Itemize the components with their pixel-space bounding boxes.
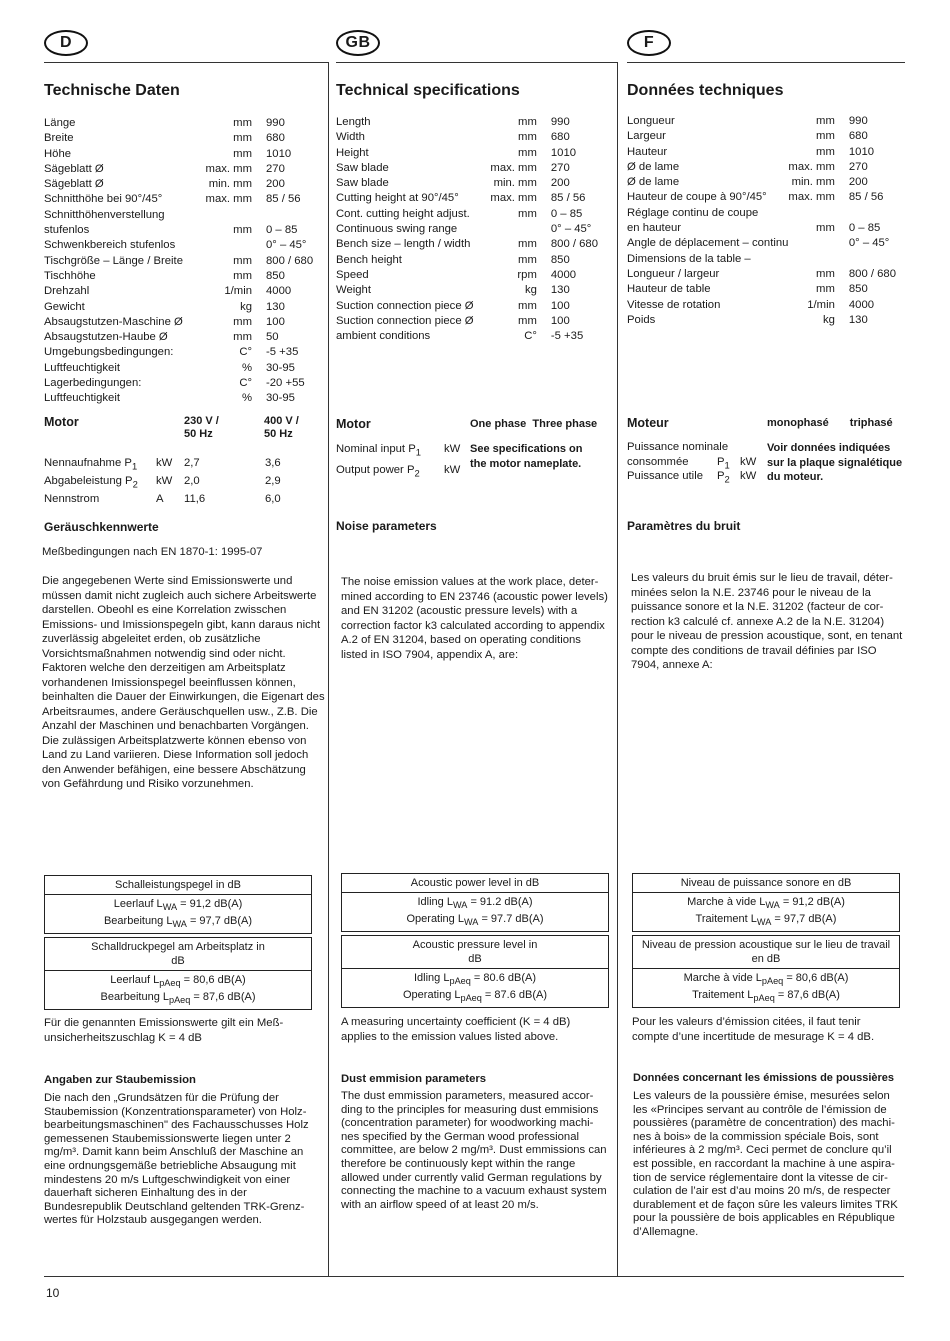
spec-unit (194, 238, 266, 253)
spec-label: Länge (44, 117, 76, 129)
spec-label: Speed (336, 268, 369, 281)
spec-label: Breite (44, 132, 74, 145)
spec-unit: 1/min (807, 298, 835, 311)
spec-row (44, 361, 314, 376)
spec-label: Poids (627, 313, 656, 326)
sound-pressure-idle-gb: Idling $L_{pAeq} = 80.6$ dB(A) (414, 972, 536, 987)
sound-pressure-box-de (44, 937, 312, 1010)
spec-unit: min. mm (791, 176, 835, 189)
spec-value: 680 (550, 131, 570, 144)
spec-unit: mm (518, 116, 537, 128)
spec-label: Weight (336, 284, 371, 297)
motor-col1-fr: monophasé (767, 417, 829, 429)
spec-row (44, 284, 314, 299)
spec-label: Longueur (627, 115, 675, 127)
sound-power-box-gb (341, 873, 609, 932)
sound-power-idle-de: Leerlauf $L_{WA} = 91,2$ dB(A) (113, 898, 243, 913)
spec-label: Gewicht (44, 300, 85, 313)
sound-power-box-fr (632, 873, 900, 932)
spec-value: 100 (550, 299, 570, 312)
page-number: 10 (46, 1286, 60, 1300)
motor-col1-gb: One phase (470, 418, 527, 430)
dust-text-de: Die nach den „Grundsätzen für die Prüfung der Staubemission (Konzentrationsparameter) von Holz-bearbeitungsmaschinen" des Fachausschusses Holz gemessenen Staubemissionswerte liegen unter 2 mg/m³. Damit kann beim Anschluß der Maschine an eine ordnungsgemäße betriebliche Absaugung mit mindestens 20 m/s Luftgeschwindigkeit von einer dauerhaft sicheren Einhaltung des in der Bundesrepublik Deutschland geltenden TRK-Grenz-wertes für Holzstaub ausgegangen werden. (44, 1092, 309, 1227)
spec-table-de (44, 116, 314, 407)
spec-label: Bench size – length / width (336, 238, 471, 251)
spec-row (627, 160, 896, 175)
spec-value: 30-95 (266, 392, 295, 405)
spec-row (336, 191, 598, 206)
spec-value: -20 +55 (266, 377, 305, 390)
sound-power-head-fr: Niveau de puissance sonore en dB (633, 874, 899, 893)
section-title-fr: Données techniques (627, 82, 784, 99)
motor-col1-de: 230 V / (184, 415, 219, 427)
spec-unit: max. mm (490, 161, 537, 174)
spec-label: Schnitthöhe bei 90°/45° (44, 193, 163, 206)
spec-unit: % (241, 392, 252, 405)
sound-power-head-gb: Acoustic power level in dB (342, 874, 608, 893)
sound-power-operating-fr: Traitement $L_{WA} = 97,7$ dB(A) (695, 913, 837, 928)
spec-value: 4000 (550, 268, 577, 281)
spec-unit: mm (233, 269, 252, 282)
spec-unit: mm (518, 207, 537, 220)
column-divider-1 (328, 62, 329, 1277)
spec-row (627, 175, 896, 190)
spec-row (44, 223, 314, 238)
spec-label: Longueur / largeur (627, 267, 720, 280)
spec-unit: mm (233, 254, 252, 267)
spec-unit: rpm (517, 268, 537, 281)
spec-row (627, 252, 896, 267)
uncertainty-fr: Pour les valeurs d’émission citées, il faut tenir compte d’une incertitude de mesurage K = 4 dB. (632, 1016, 875, 1043)
spec-row (44, 147, 314, 162)
spec-unit: max. mm (788, 160, 835, 173)
spec-label: Hauteur (627, 145, 668, 158)
top-rule-left (44, 62, 328, 63)
spec-label: Hauteur de table (627, 283, 711, 296)
spec-row (44, 208, 314, 223)
spec-value: 0° – 45° (550, 223, 592, 236)
motor-title-de: Motor (44, 415, 79, 429)
motor-header-fr (767, 417, 893, 429)
spec-value (849, 252, 896, 267)
spec-unit (788, 236, 848, 251)
spec-row (627, 114, 896, 129)
sound-power-operating-gb: Operating $L_{WA} = 97.7$ dB(A) (406, 913, 544, 928)
spec-unit: max. mm (788, 191, 835, 204)
motor-rows-de (44, 454, 320, 508)
spec-row (44, 391, 314, 406)
sound-pressure-box-gb (341, 935, 609, 1008)
spec-value: 1010 (550, 146, 577, 159)
spec-unit: % (241, 361, 252, 374)
spec-value: 0° – 45° (848, 237, 890, 250)
dust-text-gb: The dust emmission parameters, measured accor-ding to the principles for measuring dust emmisions (concentration parameter) for woodworking machi-nes specified by the German wood professional committee, are below 2 mg/m³. Dust emmissions can therefore be continuously kept within the range allowed under currently valid German regulations by connecting the machine to a vacuum exhaust system with an airflow speed of at least 20 m/s. (341, 1090, 607, 1211)
spec-label: Absaugstutzen-Maschine Ø (44, 315, 183, 328)
noise-title-gb: Noise parameters (336, 519, 437, 533)
spec-unit (484, 222, 551, 237)
spec-row (44, 192, 314, 207)
spec-value: 0 – 85 (550, 207, 583, 220)
spec-value: 1010 (848, 145, 875, 158)
spec-value: 200 (848, 176, 868, 189)
motor-row-unit: A (156, 493, 164, 505)
spec-row (627, 298, 896, 313)
spec-row (44, 116, 314, 131)
spec-label: Ø de lame (627, 176, 680, 189)
spec-unit: C° (524, 330, 537, 343)
spec-table-gb (336, 115, 598, 344)
spec-row (627, 129, 896, 144)
motor-header-gb (470, 418, 597, 430)
spec-value: 270 (266, 162, 285, 175)
spec-value: -5 +35 (550, 330, 584, 343)
top-rule-mid (336, 62, 617, 63)
spec-row (336, 161, 598, 176)
spec-unit: mm (816, 283, 835, 296)
spec-label: Height (336, 146, 369, 159)
noise-text-fr: Les valeurs du bruit émis sur le lieu de travail, déter-minées selon la N.E. 23746 pour le niveau de la puissance sonore et la N.E. 31202 (facteur de cor-rection k3 calculé cf. annexe A.2 de la N.E. 31204) pour le niveau de pression acoustique, sont, en tenant compte des conditions de travail définies par ISO 7904, annexe A: (631, 572, 903, 671)
spec-row (336, 146, 598, 161)
spec-row (336, 283, 598, 298)
spec-row (336, 222, 598, 237)
spec-value: 130 (848, 313, 868, 326)
spec-value: 0° – 45° (266, 239, 307, 252)
spec-unit: mm (518, 299, 537, 312)
spec-unit: kg (524, 284, 537, 297)
sound-pressure-operating-fr: Traitement $L_{pAeq} = 87,6$ dB(A) (692, 989, 840, 1004)
motor-note-gb: See specifications on the motor nameplate. (470, 443, 583, 470)
dust-title-gb: Dust emmision parameters (341, 1073, 487, 1085)
spec-row (336, 253, 598, 268)
motor-col2-gb: Three phase (532, 418, 598, 430)
spec-row (336, 207, 598, 222)
section-title-de: Technische Daten (44, 82, 180, 99)
spec-label: Umgebungsbedingungen: (44, 346, 174, 359)
spec-row (44, 330, 314, 345)
sound-pressure-operating-de: Bearbeitung $L_{pAeq} = 87,6$ dB(A) (100, 991, 256, 1006)
spec-table-fr (627, 114, 896, 328)
spec-label: Angle de déplacement – continu (627, 237, 789, 250)
spec-row (336, 115, 598, 130)
motor-row-de (44, 472, 320, 490)
spec-label: Saw blade (336, 177, 389, 190)
spec-row (336, 329, 598, 344)
spec-label: Width (336, 131, 365, 144)
sound-pressure-head-de: Schalldruckpegel am Arbeitsplatz in dB (45, 938, 311, 971)
spec-label: Tischhöhe (44, 269, 96, 282)
dust-title-de: Angaben zur Staubemission (44, 1074, 196, 1086)
spec-label: Absaugstutzen-Haube Ø (44, 331, 168, 344)
spec-row (627, 221, 896, 236)
spec-label: Schnitthöhenverstellung (44, 208, 165, 221)
spec-value: 270 (848, 160, 868, 173)
spec-label: Cont. cutting height adjust. (336, 207, 470, 220)
spec-value: 800 / 680 (550, 238, 598, 251)
spec-unit: mm (233, 132, 252, 145)
spec-unit: mm (816, 222, 835, 235)
motor-title-gb: Motor (336, 417, 371, 431)
spec-value: 680 (848, 130, 868, 143)
noise-conditions-de: Meßbedingungen nach EN 1870-1: 1995-07 (42, 546, 263, 558)
spec-value: 85 / 56 (550, 192, 586, 205)
spec-unit: max. mm (490, 192, 537, 205)
spec-value: 0 – 85 (266, 224, 298, 237)
sound-power-body-de (45, 895, 311, 933)
motor-row-value-400v: 6,0 (265, 493, 281, 505)
spec-row (44, 238, 314, 253)
sound-pressure-idle-fr: Marche à vide $L_{pAeq} = 80,6$ dB(A) (683, 972, 849, 987)
spec-value: 850 (550, 253, 570, 266)
spec-unit: kg (822, 313, 835, 326)
motor-row-useful-fr: Puissance utile $P_2$ kW (627, 470, 757, 485)
motor-row-unit: kW (156, 475, 173, 487)
spec-label: ambient conditions (336, 330, 431, 343)
sound-power-idle-gb: Idling $L_{WA} = 91.2$ dB(A) (417, 896, 533, 911)
sound-pressure-body-fr (633, 969, 899, 1007)
spec-unit: 1/min (224, 285, 252, 298)
spec-value: 4000 (266, 285, 292, 298)
motor-row-label: Nennaufnahme $P_1$ (44, 457, 138, 472)
spec-unit: mm (816, 267, 835, 280)
sound-power-body-gb (342, 893, 608, 931)
spec-value: 850 (266, 269, 285, 282)
spec-label: Höhe (44, 147, 72, 160)
bottom-rule (44, 1276, 904, 1277)
motor-row-output-gb: Output power $P_2$ kW (336, 464, 461, 479)
sound-pressure-body-gb (342, 969, 608, 1007)
sound-pressure-box-fr (632, 935, 900, 1008)
spec-unit: mm (233, 147, 252, 160)
noise-text-gb: The noise emission values at the work place, deter-mined according to EN 23746 (acoustic power levels) and EN 31202 (acoustic pressure levels) with a correction factor k3 calculated according to appendix A.2 of EN 31204, based on operating conditions listed in ISO 7904, appendix A, are: (341, 576, 608, 661)
spec-label: Luftfeuchtigkeit (44, 361, 120, 374)
language-badge-gb: GB (336, 30, 380, 56)
spec-value: 30-95 (266, 361, 295, 374)
motor-col2-fr: triphasé (849, 417, 893, 429)
spec-unit: mm (816, 130, 835, 143)
spec-unit (788, 206, 848, 221)
spec-label: Dimensions de la table – (627, 252, 751, 265)
motor-row-value-230v: 2,7 (184, 457, 200, 469)
spec-label: Ø de lame (627, 160, 680, 173)
spec-unit (788, 252, 848, 267)
spec-row (627, 236, 896, 251)
spec-row (336, 130, 598, 145)
sound-power-operating-de: Bearbeitung $L_{WA} = 97,7$ dB(A) (103, 915, 253, 930)
spec-value: 130 (550, 284, 570, 297)
spec-value: 990 (550, 116, 570, 128)
spec-row (627, 190, 896, 205)
spec-label: Cutting height at 90°/45° (336, 192, 459, 205)
spec-unit: mm (816, 145, 835, 158)
sound-pressure-operating-gb: Operating $L_{pAeq} = 87.6$ dB(A) (403, 989, 547, 1004)
motor-rows-gb (336, 440, 466, 483)
column-divider-2 (617, 62, 618, 1277)
spec-label: en hauteur (627, 222, 682, 235)
motor-row-de (44, 490, 320, 508)
spec-unit: kg (240, 300, 252, 313)
spec-row (44, 376, 314, 391)
spec-value: -5 +35 (266, 346, 299, 359)
spec-value: 200 (266, 178, 285, 191)
spec-row (627, 267, 896, 282)
uncertainty-gb: A measuring uncertainty coefficient (K = 4 dB) applies to the emission values listed above. (341, 1016, 571, 1043)
spec-value (849, 206, 896, 221)
spec-row (44, 177, 314, 192)
spec-value: 130 (266, 300, 285, 313)
spec-value: 270 (550, 161, 570, 174)
spec-unit: mm (233, 315, 252, 328)
spec-label: Schwenkbereich stufenlos (44, 239, 176, 252)
spec-value: 4000 (848, 298, 875, 311)
sound-pressure-idle-de: Leerlauf $L_{pAeq} = 80,6$ dB(A) (110, 974, 246, 989)
spec-value: 990 (848, 115, 868, 127)
spec-value: 100 (550, 314, 570, 327)
motor-row-unit: kW (156, 457, 173, 469)
motor-header-de (184, 415, 219, 441)
spec-label: Bench height (336, 253, 402, 266)
spec-value: 100 (266, 315, 285, 328)
spec-label: Suction connection piece Ø (336, 314, 474, 327)
sound-pressure-head-gb: Acoustic pressure level in dB (342, 936, 608, 969)
spec-label: Réglage continu de coupe (627, 206, 759, 219)
motor-row-value-400v: 3,6 (265, 457, 281, 469)
spec-row (336, 314, 598, 329)
spec-value (266, 208, 314, 223)
motor-row-consumed-fr: consommée $P_1$ kW (627, 455, 757, 470)
spec-unit: mm (518, 238, 537, 251)
spec-value: 800 / 680 (266, 254, 314, 267)
spec-label: Continuous swing range (336, 223, 458, 236)
spec-row (44, 269, 314, 284)
spec-value: 85 / 56 (266, 193, 301, 206)
spec-unit: C° (239, 346, 252, 359)
spec-label: Luftfeuchtigkeit (44, 392, 120, 405)
noise-title-de: Geräuschkennwerte (44, 520, 159, 534)
language-badge-de: D (44, 30, 88, 56)
noise-title-fr: Paramètres du bruit (627, 519, 741, 533)
spec-row (44, 162, 314, 177)
spec-unit: mm (518, 314, 537, 327)
spec-row (44, 345, 314, 360)
motor-row-value-400v: 2,9 (265, 475, 281, 487)
spec-row (44, 300, 314, 315)
motor-title-fr: Moteur (627, 416, 669, 430)
spec-value: 50 (266, 331, 279, 344)
spec-unit: mm (233, 224, 252, 237)
spec-label: Sägeblatt Ø (44, 178, 104, 191)
spec-label: Drehzahl (44, 285, 90, 298)
section-title-gb: Technical specifications (336, 82, 520, 99)
spec-row (44, 254, 314, 269)
motor-rows-fr (627, 440, 762, 484)
noise-text-de: Die angegebenen Werte sind Emissionswerte und müssen damit nicht zugleich auch sichere Arbeitswerte darstellen. Obeohl es eine Korrelation zwisschen Emissions- und Imissionspegeln gibt, kann daraus nicht zuverlässig abgeleitet erden, ob zusätzliche Vorsichtsmaßnahmen notwendig sind oder nicht. Faktoren welche den derzeitigen am Arbeitsplatz vorhandenen Imissionspegel beeinflussen können, beinhalten die Dauer der Einwirkungen, die Eigenart des Arbeitsraumes, andere Geräuschquellen usw., Z.B. Die Anzahl der Maschinen und benachbarten Vorgängen. Die zulässigen Arbeitsplatzwerte können ebenso von Land zu Land variieren. Diese Information soll jedoch den Anwender befähigen, eine bessere Abschätzung von Gefährdung und Risiko vorzunehmen. (42, 575, 325, 790)
spec-value: 990 (266, 117, 285, 129)
spec-unit: mm (233, 331, 252, 344)
spec-label: Tischgröße – Länge / Breite (44, 254, 183, 267)
spec-row (627, 282, 896, 297)
spec-row (627, 145, 896, 160)
spec-value: 1010 (266, 147, 292, 160)
top-rule-right (627, 62, 905, 63)
spec-row (44, 315, 314, 330)
spec-row (336, 176, 598, 191)
spec-unit: min. mm (493, 177, 537, 190)
motor-row-value-230v: 11,6 (184, 493, 206, 505)
spec-label: Hauteur de coupe à 90°/45° (627, 191, 767, 204)
spec-label: Largeur (627, 130, 666, 143)
spec-row (336, 237, 598, 252)
spec-row (627, 313, 896, 328)
spec-unit: mm (518, 131, 537, 144)
spec-label: stufenlos (44, 224, 90, 237)
sound-power-box-de (44, 875, 312, 934)
spec-value: 200 (550, 177, 570, 190)
spec-unit: mm (233, 117, 252, 129)
motor-col2-de: 400 V / (264, 415, 299, 427)
motor-col1b-de: 50 Hz (184, 428, 213, 440)
spec-row (336, 299, 598, 314)
spec-value: 800 / 680 (848, 267, 896, 280)
spec-unit: mm (518, 253, 537, 266)
spec-unit: mm (518, 146, 537, 159)
motor-row-input-gb: Nominal input $P_1$ kW (336, 443, 461, 458)
sound-power-body-fr (633, 893, 899, 931)
spec-row (44, 131, 314, 146)
spec-label: Saw blade (336, 161, 389, 174)
spec-unit: max. mm (205, 162, 252, 175)
spec-label: Vitesse de rotation (627, 298, 721, 311)
sound-power-head-de: Schalleistungspegel in dB (45, 876, 311, 895)
motor-row-label: Nennstrom (44, 493, 100, 505)
motor-row-de (44, 454, 320, 472)
spec-label: Length (336, 116, 371, 128)
spec-row (336, 268, 598, 283)
dust-title-fr: Données concernant les émissions de poussières (633, 1072, 895, 1084)
spec-value: 680 (266, 132, 285, 145)
sound-pressure-body-de (45, 971, 311, 1009)
spec-value: 0 – 85 (848, 222, 881, 235)
spec-unit: mm (816, 115, 835, 127)
sound-power-idle-fr: Marche à vide $L_{WA} = 91,2$ dB(A) (687, 896, 845, 911)
language-badge-fr: F (627, 30, 671, 56)
spec-unit: min. mm (208, 178, 252, 191)
spec-value: 85 / 56 (848, 191, 884, 204)
dust-text-fr: Les valeurs de la poussière émise, mesurées selon les «Principes servant au contrôle de l’émission de poussières (paramètre de concentration) des machi-nes à bois» de la commission spéciale Bois, sont inférieures à 2 mg/m³. Ceci permet de conclure qu’il est possible, en raccordant la machine à une aspira-tion de service réglementaire dont la vitesse de cir-culation de l’air est d’au moins 20 m/s, de respecter durablement et de façon sûre les valeurs limites TRK pour la poussière de bois applicables en République d’Allemagne. (633, 1090, 898, 1238)
motor-row-label: Abgabeleistung $P_2$ (44, 475, 138, 490)
motor-col2b-de: 50 Hz (264, 428, 293, 440)
sound-pressure-head-fr: Niveau de pression acoustique sur le lieu de travail en dB (633, 936, 899, 969)
spec-unit: C° (239, 377, 252, 390)
spec-label: Lagerbedingungen: (44, 377, 142, 390)
spec-value: 850 (848, 283, 868, 296)
spec-unit (194, 208, 266, 223)
motor-row-value-230v: 2,0 (184, 475, 200, 487)
spec-label: Sägeblatt Ø (44, 162, 104, 175)
motor-row-nominal-fr: Puissance nominale (627, 441, 729, 453)
spec-label: Suction connection piece Ø (336, 299, 474, 312)
uncertainty-de: Für die genannten Emissionswerte gilt ein Meß-unsicherheitszuschlag K = 4 dB (44, 1017, 284, 1044)
motor-header2-de (264, 415, 299, 441)
motor-note-fr: Voir données indiquées sur la plaque signalétique du moteur. (767, 442, 903, 483)
spec-unit: max. mm (205, 193, 252, 206)
spec-row (627, 206, 896, 221)
